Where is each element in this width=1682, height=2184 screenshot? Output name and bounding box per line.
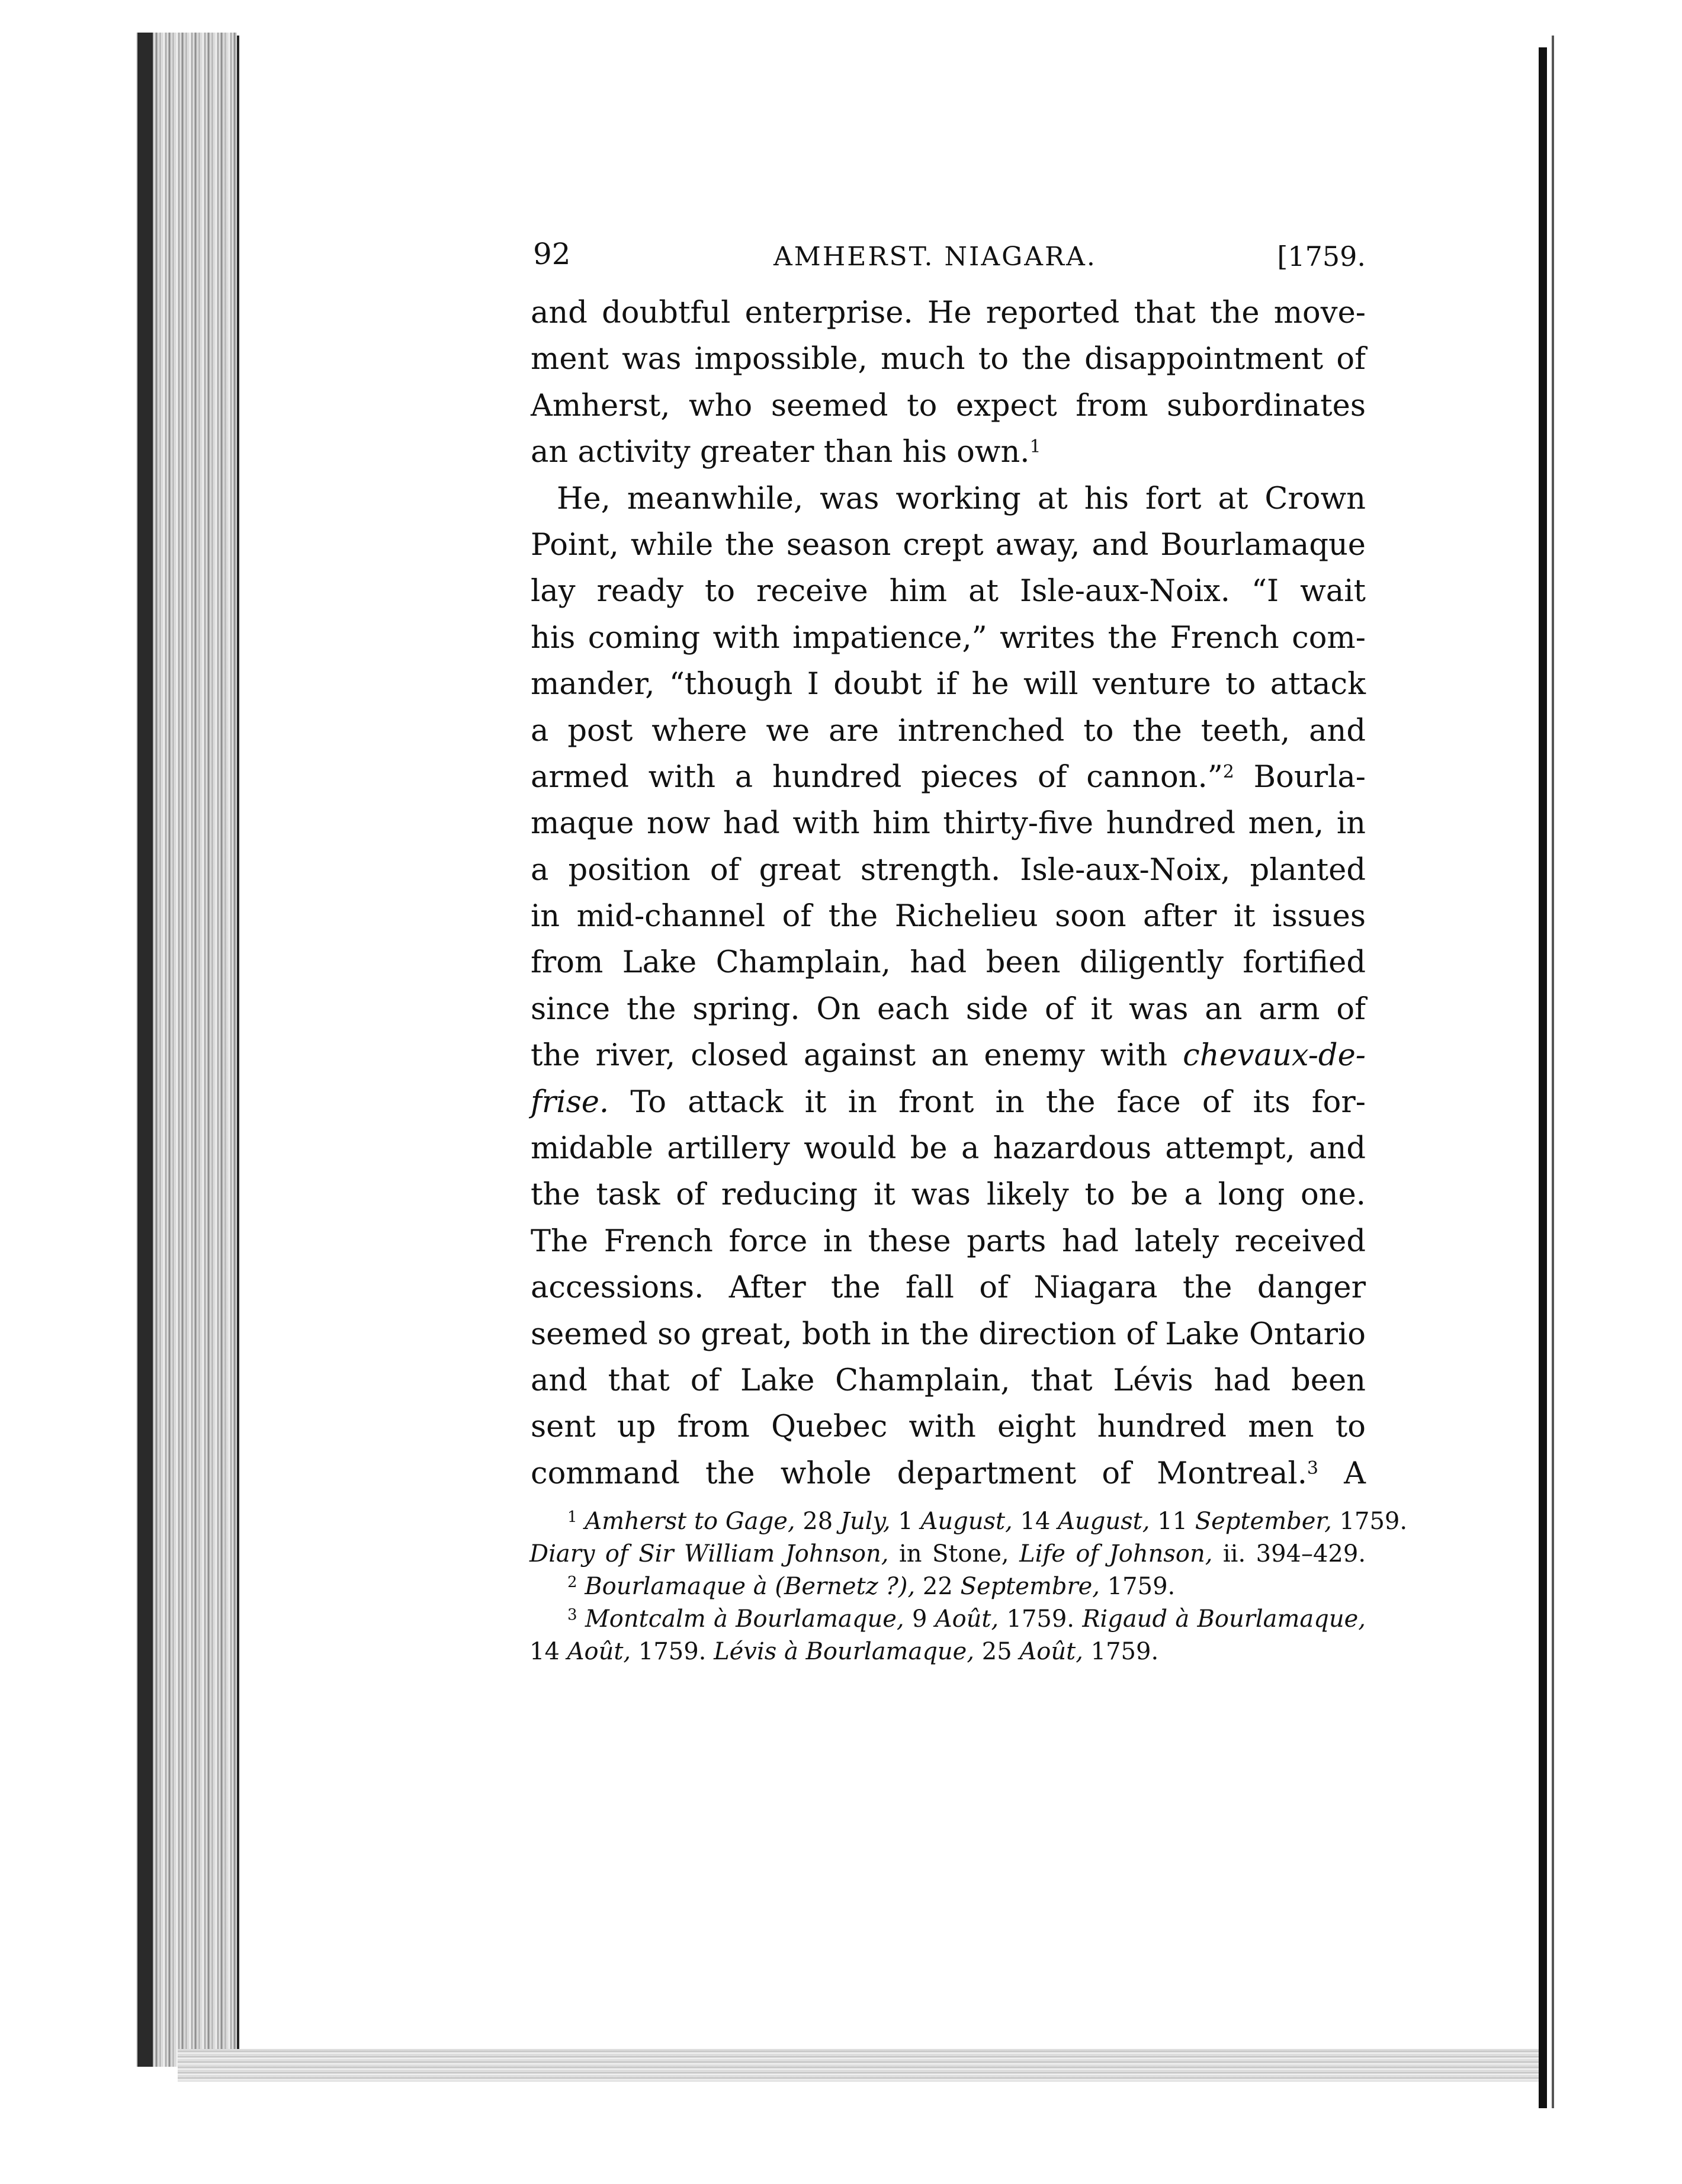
fn-italic: Août, xyxy=(1019,1638,1083,1666)
text-span: Point, while the season crept away, and Bourlamaque xyxy=(531,527,1366,563)
text-line xyxy=(531,708,1366,754)
text-line xyxy=(531,476,1366,522)
text-line xyxy=(531,1404,1366,1450)
text-span: Bourla- xyxy=(1234,759,1366,795)
text-line xyxy=(531,1080,1366,1126)
fn-italic: August, xyxy=(1058,1508,1150,1536)
fn-text: in Stone, xyxy=(888,1540,1020,1568)
fn-italic: July, xyxy=(840,1508,891,1536)
text-span: The French force in these parts had lately received xyxy=(531,1223,1366,1259)
text-line xyxy=(531,615,1366,661)
text-span: sent up from Quebec with eight hundred men to xyxy=(531,1409,1366,1445)
fn-text: 25 xyxy=(974,1638,1020,1666)
page-edges-bottom xyxy=(178,2049,1540,2082)
facing-page-edge xyxy=(1539,47,1547,2108)
footnote-marker: 3 xyxy=(567,1606,577,1624)
fn-italic: Montcalm à Bourlamaque, xyxy=(585,1605,904,1633)
text-span: accessions. After the fall of Niagara the danger xyxy=(531,1270,1366,1306)
text-line xyxy=(531,661,1366,708)
text-line xyxy=(531,801,1366,847)
paragraph-2 xyxy=(525,476,1366,1498)
footnotes xyxy=(525,1505,1408,1668)
text-line xyxy=(531,894,1366,940)
fn-italic: Bourlamaque à (Bernetz ?), xyxy=(585,1573,916,1601)
text-span: a post where we are intrenched to the teeth, and xyxy=(531,713,1366,749)
text-line xyxy=(531,336,1366,383)
text-span: an activity greater than his own. xyxy=(531,435,1030,470)
text-span: since the spring. On each side of it was an arm of xyxy=(531,991,1366,1027)
fn-italic: September, xyxy=(1195,1508,1332,1536)
footnote-ref: 2 xyxy=(1222,761,1234,782)
text-span: his coming with impatience,” writes the French com- xyxy=(531,620,1366,656)
text-span: in mid-channel of the Richelieu soon after it issues xyxy=(531,899,1366,934)
text-line xyxy=(531,1451,1366,1497)
text-span: the river, closed against an enemy with xyxy=(531,1038,1183,1074)
text-span: lay ready to receive him at Isle-aux-Noix. “I wait xyxy=(531,574,1366,609)
text-span: the task of reducing it was likely to be a long one. xyxy=(531,1177,1366,1213)
facing-page-edge-line xyxy=(1552,36,1554,2108)
text-line xyxy=(531,987,1366,1033)
fn-italic: Août, xyxy=(935,1605,999,1633)
text-span: He, meanwhile, was working at his fort at Crown xyxy=(557,481,1366,516)
text-span: seemed so great, both in the direction of Lake Ontario xyxy=(531,1316,1366,1352)
fn-italic: August, xyxy=(920,1508,1013,1536)
text-line xyxy=(531,1033,1366,1079)
text-line xyxy=(531,1265,1366,1311)
running-year: [1759. xyxy=(1277,240,1366,272)
italic-term: frise. xyxy=(531,1084,609,1120)
text-line xyxy=(531,522,1366,569)
text-span: midable artillery would be a hazardous attempt, and xyxy=(531,1131,1366,1167)
text-line xyxy=(531,290,1366,336)
text-span: command the whole department of Montreal. xyxy=(531,1456,1307,1491)
fn-italic: Amherst to Gage, xyxy=(585,1508,795,1536)
footnote-ref: 1 xyxy=(1029,436,1041,458)
fn-text: 22 xyxy=(915,1573,961,1601)
footnote-1-cont xyxy=(529,1538,1366,1570)
fn-text: 1759. xyxy=(1331,1508,1408,1536)
text-span: and that of Lake Champlain, that Lévis had been xyxy=(531,1363,1366,1398)
fn-text: ii. 394–429. xyxy=(1212,1540,1366,1568)
text-span: and doubtful enterprise. He reported that the move- xyxy=(531,296,1366,330)
fn-text: 9 xyxy=(904,1605,935,1633)
fn-text: 1759. xyxy=(631,1638,714,1666)
fn-italic: Août, xyxy=(567,1638,631,1666)
footnote-3-cont xyxy=(529,1636,1366,1668)
footnote-1 xyxy=(529,1505,1408,1538)
text-span: armed with a hundred pieces of cannon.” xyxy=(531,759,1223,795)
fn-text: 1759. xyxy=(1100,1573,1176,1601)
text-line xyxy=(531,754,1366,801)
fn-text: 14 xyxy=(529,1638,567,1666)
text-span: from Lake Champlain, had been diligently fortified xyxy=(531,945,1366,981)
text-line xyxy=(531,940,1366,986)
fn-italic: Lévis à Bourlamaque, xyxy=(714,1638,975,1666)
binding-shadow xyxy=(137,33,153,2067)
running-head xyxy=(525,231,1366,290)
text-span: To attack it in front in the face of its for- xyxy=(609,1084,1366,1120)
fn-text: 28 xyxy=(795,1508,840,1536)
footnote-3 xyxy=(529,1603,1366,1636)
fn-italic: Septembre, xyxy=(960,1573,1100,1601)
text-span: Amherst, who seemed to expect from subordinates xyxy=(531,388,1366,423)
fn-text: 1 xyxy=(890,1508,921,1536)
italic-term: chevaux-de- xyxy=(1183,1038,1366,1074)
fn-text: 1759. xyxy=(999,1605,1083,1633)
text-line xyxy=(531,1172,1366,1218)
text-line xyxy=(531,1219,1366,1265)
paragraph-1 xyxy=(525,290,1366,476)
fn-italic: Diary of Sir William Johnson, xyxy=(529,1540,889,1568)
footnote-ref: 3 xyxy=(1307,1457,1318,1479)
text-line xyxy=(531,847,1366,894)
text-span: mander, “though I doubt if he will venture to attack xyxy=(531,667,1366,702)
text-line xyxy=(531,1358,1366,1404)
footnote-2 xyxy=(529,1570,1366,1603)
footnote-marker: 1 xyxy=(567,1508,577,1527)
fn-text: 1759. xyxy=(1083,1638,1159,1666)
text-line xyxy=(531,429,1366,476)
text-line xyxy=(531,1312,1366,1358)
fn-text: 14 xyxy=(1012,1508,1058,1536)
footnote-marker: 2 xyxy=(567,1573,577,1592)
running-title: AMHERST. NIAGARA. xyxy=(773,242,1097,272)
text-line xyxy=(531,1126,1366,1172)
fn-text: 11 xyxy=(1150,1508,1195,1536)
fn-italic: Life of Johnson, xyxy=(1019,1540,1213,1568)
text-span: A xyxy=(1318,1456,1366,1491)
page-number: 92 xyxy=(533,237,571,271)
text-line xyxy=(531,383,1366,429)
fn-italic: Rigaud à Bourlamaque, xyxy=(1082,1605,1366,1633)
text-span: ment was impossible, much to the disappointment of xyxy=(531,342,1366,377)
text-block xyxy=(525,231,1408,1668)
text-span: maque now had with him thirty-five hundred men, in xyxy=(531,806,1366,842)
text-line xyxy=(531,569,1366,615)
text-span: a position of great strength. Isle-aux-Noix, planted xyxy=(531,852,1366,888)
